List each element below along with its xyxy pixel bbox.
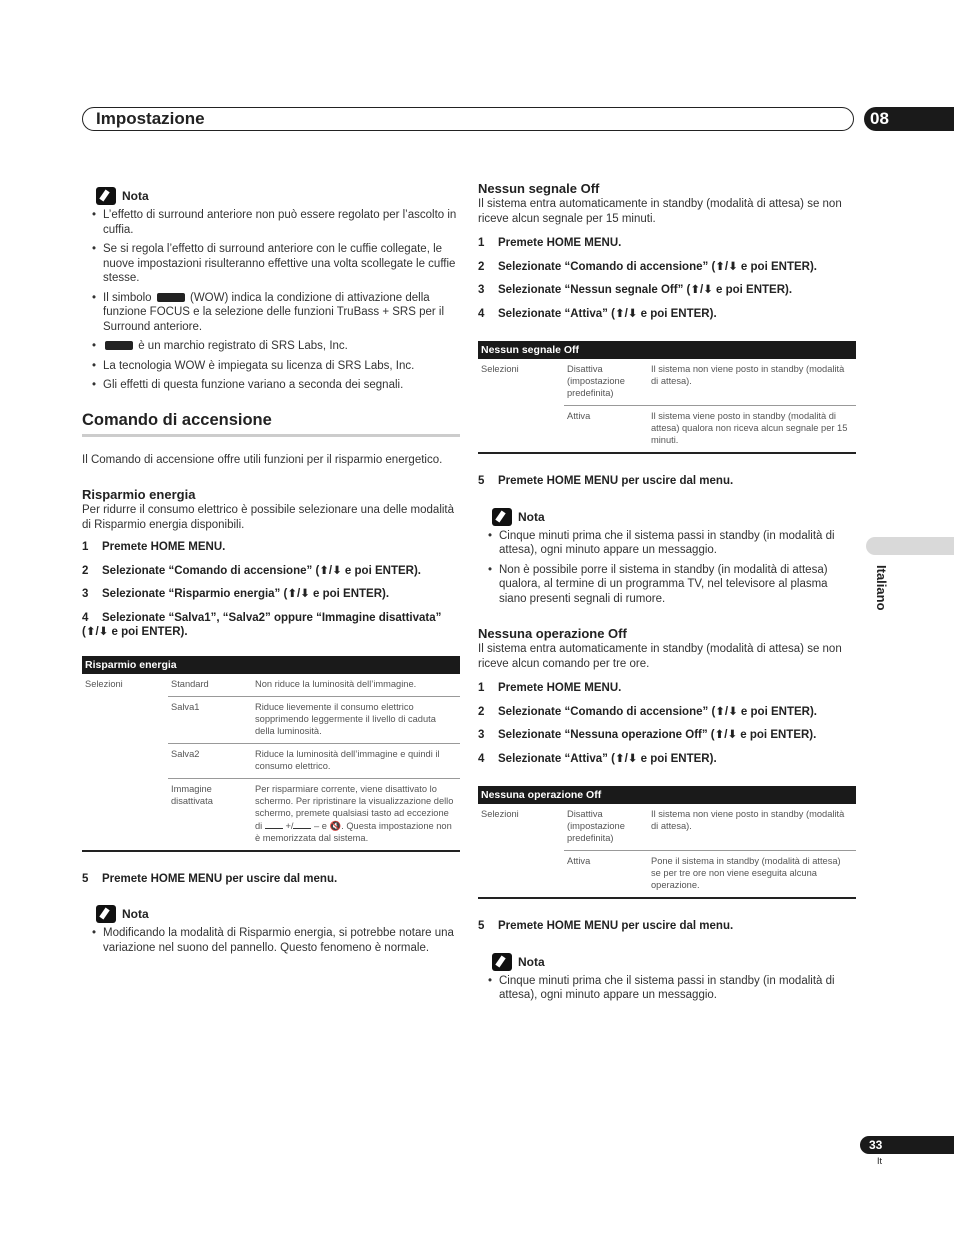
page-number: 33: [860, 1136, 954, 1154]
step: 4 Selezionate “Attiva” (⬆/⬇ e poi ENTER).: [478, 752, 717, 765]
subsection-heading: Nessun segnale Off: [478, 181, 600, 196]
nessun-segnale-table: [478, 341, 856, 454]
step: 1 Premete HOME MENU.: [478, 237, 622, 249]
table-header: Risparmio energia: [82, 656, 460, 674]
note-item: • L’effetto di surround anteriore non può essere regolato per l’ascolto in cuffia.: [103, 208, 460, 237]
table-label: Selezioni: [481, 809, 519, 819]
table-row: Attiva Il sistema viene posto in standby (modalità di attesa) qualora non riceva alcun segnale per 15 minuti.: [567, 411, 848, 445]
table-header: Nessuna operazione Off: [478, 786, 856, 804]
table-row: Selezioni Standard Non riduce la luminosità dell’immagine.: [82, 674, 460, 697]
left-column: [82, 186, 460, 960]
note-list: [478, 974, 856, 1003]
note-pencil-icon: [492, 508, 512, 526]
page-language: It: [877, 1156, 883, 1166]
right-column: [478, 181, 856, 1008]
step: 2 Selezionate “Comando di accensione” (⬆/⬇ e poi ENTER).: [478, 705, 817, 718]
note-item: • Cinque minuti prima che il sistema passi in standby (in modalità di attesa), ogni minuto appare un messaggio.: [499, 529, 856, 558]
step: 3 Selezionate “Risparmio energia” (⬆/⬇ e poi ENTER).: [82, 588, 390, 600]
table-row: Selezioni Disattiva (impostazione predefinita) Il sistema non viene posto in standby (modalità di attesa).: [478, 804, 856, 851]
volume-icon: [293, 819, 311, 829]
table-label: Selezioni: [481, 364, 519, 374]
table-header: Nessun segnale Off: [478, 341, 856, 359]
note-list: [82, 208, 460, 393]
note-list: [82, 926, 460, 955]
table-label: Selezioni: [85, 678, 123, 689]
step: 4 Selezionate “Attiva” (⬆/⬇ e poi ENTER).: [478, 307, 717, 320]
page-title: Impostazione: [96, 109, 205, 128]
table-row: Attiva Pone il sistema in standby (modalità di attesa) se per tre ore non viene eseguita alcuna operazione.: [567, 856, 841, 890]
subsection-heading: Nessuna operazione Off: [478, 626, 627, 641]
subsection-desc: Il sistema entra automaticamente in standby (modalità di attesa) se non riceve alcun segnale per 15 minuti.: [478, 198, 842, 225]
table-row: Salva2 Riduce la luminosità dell’immagine e quindi il consumo elettrico.: [82, 743, 460, 778]
volume-icon: [265, 819, 283, 829]
step: 5 Premete HOME MENU per uscire dal menu.: [478, 475, 734, 487]
note-item: • Se si regola l’effetto di surround anteriore con le cuffie collegate, le nuove impostazioni risulteranno effettive una volta scollegate le cuffie stesse.: [103, 242, 460, 286]
table-row: Immagine disattivata Per risparmiare corrente, viene disattivato lo schermo. Per ripristinare la visualizzazione dello schermo, premete qualsiasi tasto ad eccezione di +/ – e 🔇. Questa impostazione non è memorizzata dal sistema.: [171, 783, 454, 843]
mute-icon: 🔇: [329, 820, 342, 831]
risparmio-energia-table: [82, 656, 460, 852]
chapter-number: 08: [864, 107, 954, 131]
subsection-heading: Risparmio energia: [82, 487, 196, 502]
note-list: [478, 529, 856, 607]
note-item: • Cinque minuti prima che il sistema passi in standby (in modalità di attesa), ogni minuto appare un messaggio.: [499, 974, 856, 1003]
subsection-desc: Per ridurre il consumo elettrico è possibile selezionare una delle modalità di Risparmio energia disponibili.: [82, 504, 455, 531]
note-heading: Nota: [492, 952, 856, 972]
note-pencil-icon: [96, 187, 116, 205]
note-heading: Nota: [492, 507, 856, 527]
note-item: • Gli effetti di questa funzione variano a seconda dei segnali.: [103, 378, 460, 393]
step: 5 Premete HOME MENU per uscire dal menu.: [478, 920, 734, 932]
note-heading: Nota: [96, 904, 460, 924]
nessuna-operazione-table: [478, 786, 856, 899]
note-item: • è un marchio registrato di SRS Labs, Inc.: [103, 339, 460, 354]
step: 1 Premete HOME MENU.: [82, 541, 226, 553]
srs-wow-logo-icon: [157, 293, 185, 302]
srs-wow-logo-icon: [105, 341, 133, 350]
step: 3 Selezionate “Nessun segnale Off” (⬆/⬇ e poi ENTER).: [478, 284, 793, 296]
note-item: • Modificando la modalità di Risparmio energia, si potrebbe notare una variazione nel suono del pannello. Questo fenomeno è normale.: [103, 926, 460, 955]
side-tab-language: Italiano: [874, 565, 889, 611]
note-item: • La tecnologia WOW è impiegata su licenza di SRS Labs, Inc.: [103, 359, 460, 374]
step: 3 Selezionate “Nessuna operazione Off” (⬆/⬇ e poi ENTER).: [478, 729, 817, 741]
step: 2 Selezionate “Comando di accensione” (⬆/⬇ e poi ENTER).: [82, 564, 421, 577]
note-item: • Non è possibile porre il sistema in standby (in modalità di attesa) qualora, al termine di un programma TV, nel televisore al plasma siano presenti segnali di rumore.: [499, 563, 856, 607]
section-heading: Comando di accensione: [82, 411, 460, 437]
step: 5 Premete HOME MENU per uscire dal menu.: [82, 872, 338, 885]
table-row: Salva1 Riduce lievemente il consumo elettrico sopprimendo leggermente il livello di caduta della luminosità.: [82, 696, 460, 743]
side-tab-marker: [866, 537, 954, 555]
step: 4 Selezionate “Salva1”, “Salva2” oppure “Immagine disattivata” (⬆/⬇ e poi ENTER).: [82, 611, 442, 638]
section-intro: Il Comando di accensione offre utili funzioni per il risparmio energetico.: [82, 453, 443, 466]
note-pencil-icon: [96, 905, 116, 923]
step: 1 Premete HOME MENU.: [478, 682, 622, 694]
note-heading: Nota: [96, 186, 460, 206]
note-pencil-icon: [492, 953, 512, 971]
table-row: Selezioni Disattiva (impostazione predefinita) Il sistema non viene posto in standby (modalità di attesa).: [478, 359, 856, 406]
subsection-desc: Il sistema entra automaticamente in standby (modalità di attesa) se non riceve alcun comando per tre ore.: [478, 643, 842, 670]
step: 2 Selezionate “Comando di accensione” (⬆/⬇ e poi ENTER).: [478, 260, 817, 273]
note-item: • Il simbolo (WOW) indica la condizione di attivazione della funzione FOCUS e la selezione delle funzioni TruBass + SRS per il Surround anteriore.: [103, 291, 460, 335]
